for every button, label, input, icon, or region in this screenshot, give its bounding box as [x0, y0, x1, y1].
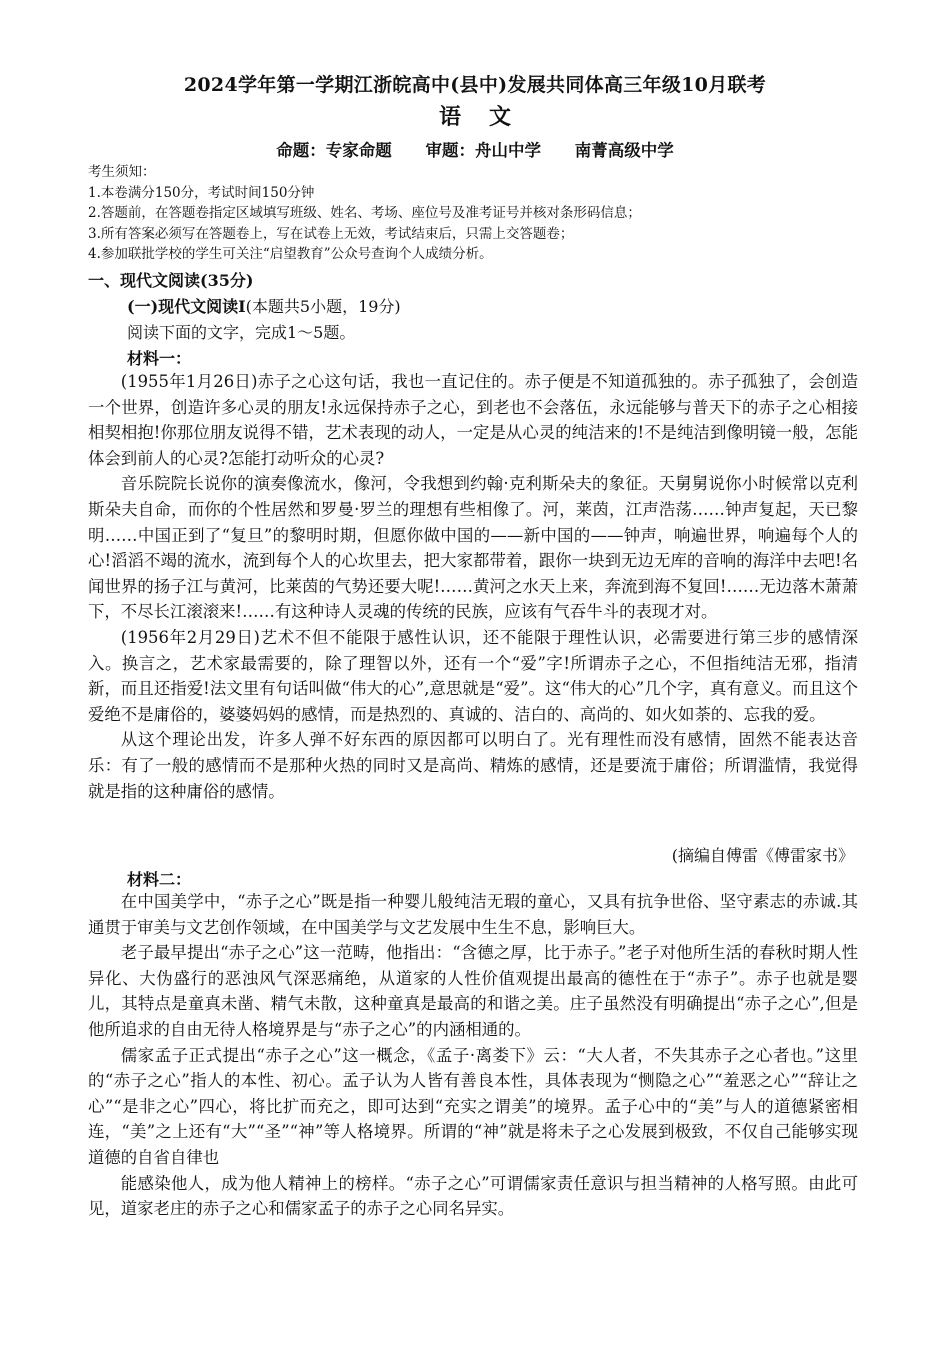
- notice-item: 2.答题前，在答题卷指定区域填写班级、姓名、考场、座位号及准考证号并核对条形码信息；: [88, 205, 641, 221]
- sub-heading-bold: (一)现代文阅读Ⅰ: [127, 297, 246, 316]
- sub-section-heading: [127, 294, 401, 317]
- material-one-body: [88, 369, 858, 804]
- paragraph: 在中国美学中，“赤子之心”既是指一种婴儿般纯洁无瑕的童心，又具有抗争世俗、坚守素志的赤诚.其通贯于审美与文艺创作领域，在中国美学与文艺发展中生生不息，影响巨大。: [88, 892, 858, 937]
- notice-item: 3.所有答案必须写在答题卷上，写在试卷上无效，考试结束后，只需上交答题卷；: [88, 225, 574, 242]
- paragraph: 音乐院院长说你的演奏像流水，像河，令我想到约翰·克利斯朵夫的象征。天舅舅说你小时候常以克利斯朵夫自命，而你的个性居然和罗曼·罗兰的理想有些相像了。河，莱茵，江声浩荡……钟声复起，天已黎明……中国正到了“复旦”的黎明时期，但愿你做中国的——新中国的——钟声，响遍世界，响遍每个人的心!滔滔不竭的流水，流到每个人的心坎里去，把大家都带着，跟你一块到无边无库的音响的海洋中去吧!名闻世界的扬子江与黄河，比莱茵的气势还要大呢!……黄河之水天上来，奔流到海不复回!……无边落木萧萧下，不尽长江滚滚来!……有这种诗人灵魂的传统的民族，应该有气吞牛斗的表现才对。: [88, 474, 858, 622]
- paragraph: 从这个理论出发，许多人弹不好东西的原因都可以明白了。光有理性而没有感情，固然不能表达音乐：有了一般的感情而不是那种火热的同时又是高尚、精炼的感情，还是要流于庸俗；所谓滥情，我觉得就是指的这种庸俗的感情。: [88, 730, 858, 801]
- notice-item: 1.本卷满分150分，考试时间150分钟: [88, 184, 315, 201]
- author-reviewer: 审题：舟山中学: [425, 141, 541, 160]
- notice-item: 4.参加联批学校的学生可关注“启望教育”公众号查询个人成绩分析。: [88, 246, 493, 262]
- section-heading: 一、现代文阅读(35分): [88, 271, 254, 290]
- sub-heading-rest: (本题共5小题，19分): [245, 297, 401, 316]
- material-one-source: (摘编自傅雷《傅雷家书》: [671, 846, 854, 865]
- subject-title: 语文: [438, 104, 539, 130]
- paragraph: (1956年2月29日)艺术不但不能限于感性认识，还不能限于理性认识，必需要进行第三步的感情深入。换言之，艺术家最需要的，除了理智以外，还有一个“爱”字!所谓赤子之心，不但指纯洁无邪，指清新，而且还指爱!法文里有句话叫做“伟大的心”,意思就是“爱”。这“伟大的心”几个字，真有意义。而且这个爱绝不是庸俗的，婆婆妈妈的感情，而是热烈的、真诚的、洁白的、高尚的、如火如荼的、忘我的爱。: [88, 627, 858, 724]
- notice-heading: 考生须知：: [88, 164, 156, 180]
- exam-notice: [88, 162, 878, 265]
- material-two-label: 材料二：: [127, 870, 192, 889]
- author-setter: 命题：专家命题: [276, 141, 392, 160]
- reading-instruction: 阅读下面的文字，完成1～5题。: [127, 323, 356, 342]
- paragraph: (1955年1月26日)赤子之心这句话，我也一直记住的。赤子便是不知道孤独的。赤子孤独了，会创造一个世界，创造许多心灵的朋友!永远保持赤子之心，到老也不会落伍，永远能够与普天下的赤子之心相接相契相抱!你那位朋友说得不错，艺术表现的动人，一定是从心灵的纯洁来的!不是纯洁到像明镜一般，怎能体会到前人的心灵?怎能打动听众的心灵?: [88, 372, 858, 468]
- paragraph: 老子最早提出“赤子之心”这一范畴，他指出：“含德之厚，比于赤子。”老子对他所生活的春秋时期人性异化、大伪盛行的恶浊风气深恶痛绝，从道家的人性价值观提出最高的德性在于“赤子”。赤子也就是婴儿，其特点是童真未凿、精气未散，这种童真是最高的和谐之美。庄子虽然没有明确提出“赤子之心”,但是他所追求的自由无待人格境界是与“赤子之心”的内涵相通的。: [88, 943, 858, 1039]
- paragraph: 能感染他人，成为他人精神上的榜样。“赤子之心”可谓儒家责任意识与担当精神的人格写照。由此可见，道家老庄的赤子之心和儒家孟子的赤子之心同名异实。: [88, 1173, 858, 1219]
- material-one-label: 材料一：: [127, 349, 192, 368]
- author-reviewer-2: 南菁高级中学: [574, 141, 674, 160]
- exam-title: 2024学年第一学期江浙皖高中(县中)发展共同体高三年级10月联考: [183, 74, 767, 96]
- material-two-body: [88, 889, 858, 1222]
- author-line: [0, 137, 950, 161]
- paragraph: 儒家孟子正式提出“赤子之心”这一概念，《孟子·离娄下》云：“大人者，不失其赤子之心者也。”这里的“赤子之心”指人的本性、初心。孟子认为人皆有善良本性，具体表现为“恻隐之心”“羞恶之心”“辞让之心”“是非之心”四心，将比扩而充之，即可达到“充实之谓美”的境界。孟子心中的“美”与人的道德紧密相连，“美”之上还有“大”“圣”“神”等人格境界。所谓的“神”就是将未子之心发展到极致，不仅自己能够实现道德的自省自律也: [88, 1045, 858, 1167]
